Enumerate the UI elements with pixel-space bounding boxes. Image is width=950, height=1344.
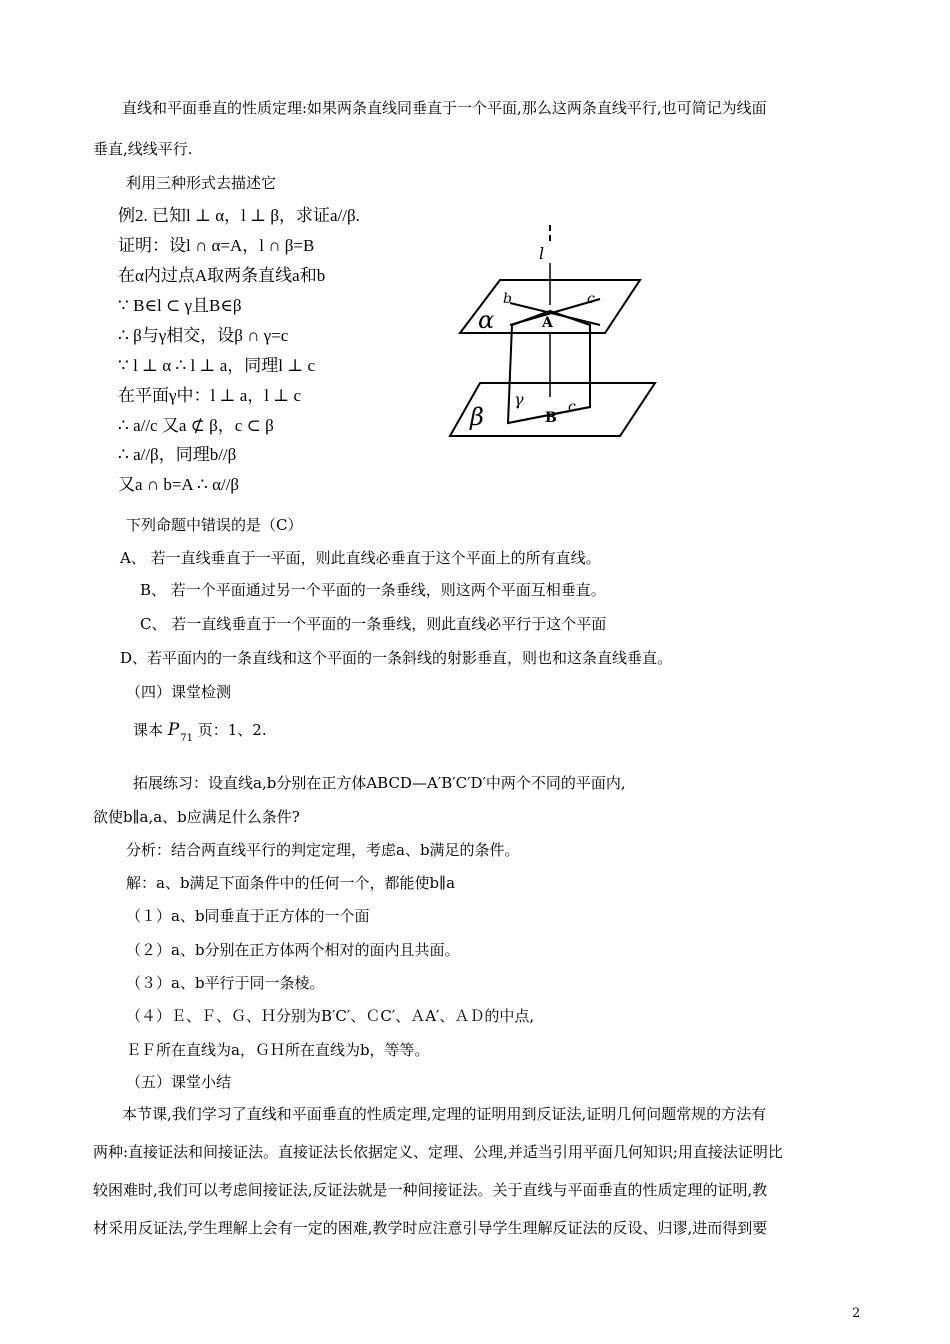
question-stem: 下列命题中错误的是（C） [126, 516, 303, 534]
proof-line-4: ∵ B∈l ⊂ γ且B∈β [118, 296, 242, 315]
extension-analysis: 分析：结合两直线平行的判定定理，考虑a、b满足的条件。 [126, 841, 520, 859]
textbook-suffix: 页：1、2. [197, 721, 267, 739]
proof-line-2: 证明：设l ∩ α=A，l ∩ β=B [118, 236, 315, 255]
proof-line-1: 例2. 已知l ⊥ α，l ⊥ β，求证a//β. [118, 206, 360, 225]
textbook-sub: 71 [180, 733, 193, 744]
label-b: b [503, 291, 512, 307]
condition-4: （４）Ｅ、Ｆ、Ｇ、Ｈ分别为B′C′、ＣC′、ＡA′、ＡＤ的中点, [126, 1007, 535, 1025]
page-number: 2 [852, 1306, 861, 1321]
textbook-line [133, 717, 267, 752]
label-c-bottom: c [568, 399, 576, 415]
label-beta: β [470, 403, 484, 431]
describe-line: 利用三种形式去描述它 [126, 174, 277, 192]
proof-line-3: 在α内过点A取两条直线a和b [118, 266, 326, 285]
label-l: l [539, 244, 545, 263]
proof-line-7: 在平面γ中：l ⊥ a，l ⊥ c [118, 386, 302, 405]
condition-4-cont: ＥＦ所在直线为a，ＧＨ所在直线为b，等等。 [126, 1041, 430, 1059]
label-gamma: γ [514, 390, 524, 409]
proof-line-9: ∴ a//β，同理b//β [118, 445, 237, 464]
proof-line-10: 又a ∩ b=A ∴ α//β [118, 475, 240, 494]
extension-solution: 解：a、b满足下面条件中的任何一个，都能使b∥a [126, 874, 456, 892]
extension-line1: 拓展练习：设直线a,b分别在正方体ABCD—A′B′C′D′中两个不同的平面内, [133, 774, 626, 792]
condition-1: （１）a、b同垂直于正方体的一个面 [126, 907, 370, 925]
para1-line1: 直线和平面垂直的性质定理:如果两条直线同垂直于一个平面,那么这两条直线平行,也可简记为线面 [122, 99, 767, 117]
proof-line-8: ∴ a//c 又a ⊄ β，c ⊂ β [118, 416, 274, 435]
proof-line-6: ∵ l ⊥ α ∴ l ⊥ a，同理l ⊥ c [118, 356, 316, 375]
section-4-heading: （四）课堂检测 [126, 683, 232, 701]
section-5-heading: （五）课堂小结 [126, 1073, 232, 1091]
label-A: A [542, 315, 553, 331]
summary-line-2: 两种:直接证法和间接证法。直接证法长依据定义、定理、公理,并适当引用平面几何知识;用直接法证明比 [93, 1143, 783, 1161]
summary-line-4: 材采用反证法,学生理解上会有一定的困难,教学时应注意引导学生理解反证法的反设、归谬,进而得到要 [93, 1219, 768, 1237]
proof-line-5: ∴ β与γ相交，设β ∩ γ=c [118, 326, 289, 345]
summary-line-3: 较困难时,我们可以考虑间接证法,反证法就是一种间接证法。关于直线与平面垂直的性质定理的证明,教 [93, 1181, 768, 1199]
option-d: D、若平面内的一条直线和这个平面的一条斜线的射影垂直，则也和这条直线垂直。 [120, 649, 673, 667]
condition-2: （２）a、b分别在正方体两个相对的面内且共面。 [126, 941, 460, 959]
label-B: B [545, 410, 557, 426]
option-c: C、 若一直线垂直于一个平面的一条垂线，则此直线必平行于这个平面 [140, 615, 607, 633]
summary-line-1: 本节课,我们学习了直线和平面垂直的性质定理,定理的证明用到反证法,证明几何问题常规的方法有 [122, 1105, 767, 1123]
option-a: A、 若一直线垂直于一平面，则此直线必垂直于这个平面上的所有直线。 [120, 549, 601, 567]
textbook-prefix: 课本 [133, 721, 164, 739]
label-alpha: α [478, 306, 495, 334]
textbook-p: P [167, 720, 180, 740]
label-c-top: c [587, 291, 595, 307]
condition-3: （３）a、b平行于同一条棱。 [126, 974, 325, 992]
geometry-diagram [440, 215, 670, 445]
para1-line2: 垂直,线线平行. [93, 140, 193, 158]
extension-line2: 欲使b∥a,a、b应满足什么条件? [93, 808, 300, 826]
option-b: B、 若一个平面通过另一个平面的一条垂线，则这两个平面互相垂直。 [140, 581, 606, 599]
